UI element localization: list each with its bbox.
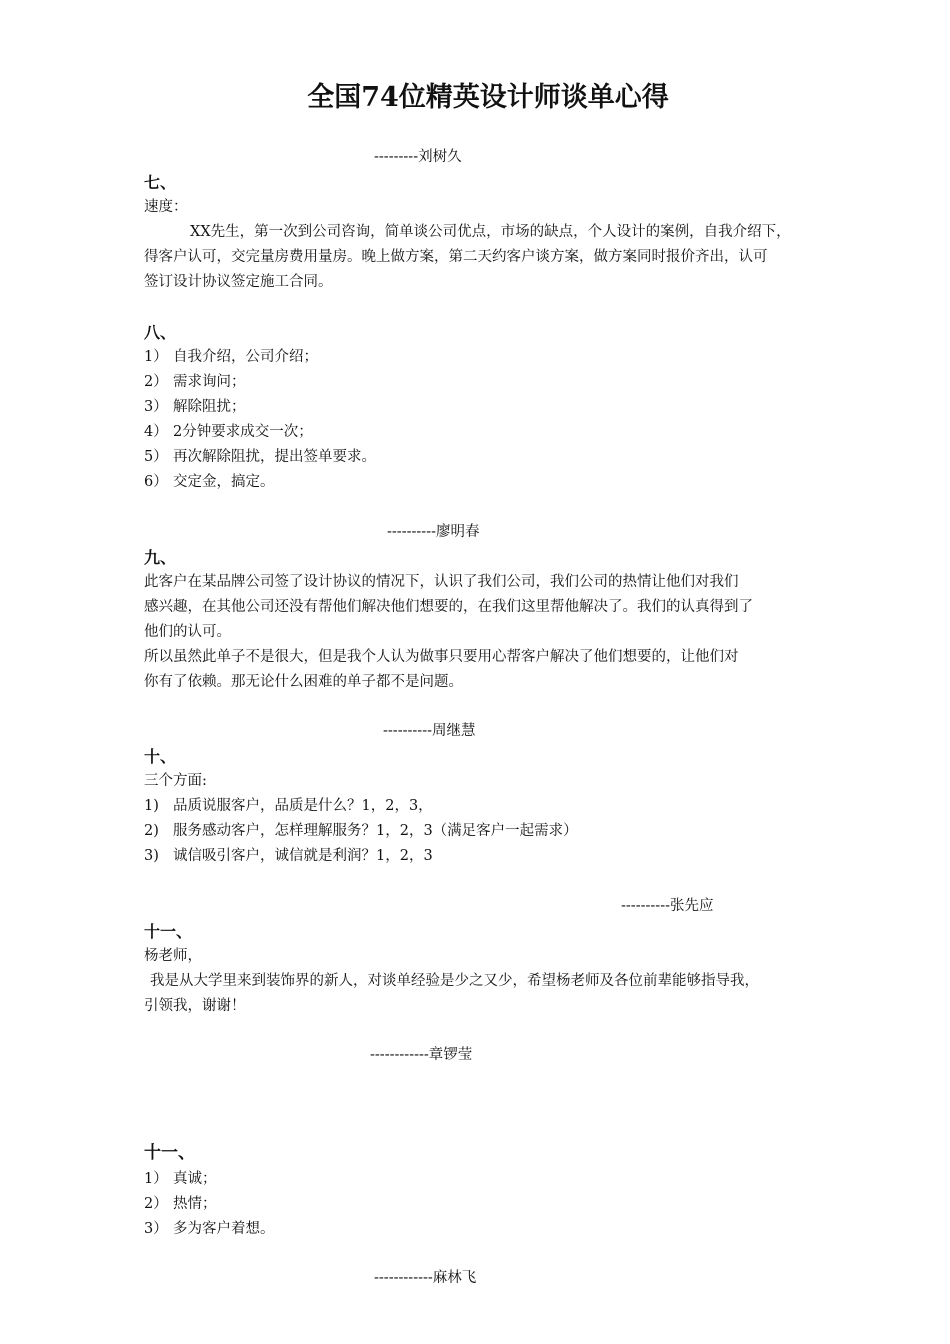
- list-number: 2）: [144, 374, 168, 390]
- list-item: [144, 420, 313, 445]
- list-text: 交定金，搞定。: [173, 474, 275, 490]
- list-text: 品质说服客户，品质是什么？1，2，3，: [173, 798, 433, 814]
- list-text: 热情；: [173, 1196, 217, 1212]
- section-11-heading: 十一、: [144, 922, 193, 941]
- list-text: 服务感动客户，怎样理解服务？1，2，3（满足客户一起需求）: [173, 823, 578, 839]
- section-9-line: 你有了依赖。那无论什么困难的单子都不是问题。: [144, 674, 463, 690]
- list-item: [144, 445, 376, 470]
- list-number: 2）: [144, 1196, 168, 1212]
- list-item: [144, 794, 433, 819]
- section-7-line: 签订设计协议签定施工合同。: [144, 274, 333, 290]
- list-item: [144, 819, 578, 844]
- list-number: 1）: [144, 1171, 168, 1187]
- page-title: 全国74位精英设计师谈单心得: [307, 82, 669, 113]
- author-signature-ma: ------------麻林飞: [374, 1270, 477, 1286]
- list-item: [144, 1217, 275, 1242]
- section-11-greeting: 杨老师，: [144, 948, 202, 964]
- list-number: 2): [144, 823, 159, 839]
- list-text: 再次解除阻扰，提出签单要求。: [173, 449, 376, 465]
- list-number: 3）: [144, 399, 168, 415]
- list-text: 诚信吸引客户，诚信就是利润？1，2，3: [173, 848, 433, 864]
- section-10-heading: 十、: [144, 747, 177, 766]
- list-item: [144, 1192, 217, 1217]
- list-text: 2分钟要求成交一次；: [173, 424, 313, 440]
- list-number: 3）: [144, 1221, 168, 1237]
- list-item: [144, 1167, 217, 1192]
- section-9-heading: 九、: [144, 548, 177, 567]
- list-text: 多为客户着想。: [173, 1221, 275, 1237]
- list-item: [144, 470, 275, 495]
- author-signature-liu: ---------刘树久: [374, 149, 462, 165]
- section-7-line: XX先生，第一次到公司咨询，简单谈公司优点，市场的缺点，个人设计的案例，自我介绍下，: [190, 224, 791, 240]
- section-11-line: 引领我，谢谢！: [144, 998, 246, 1014]
- list-text: 需求询问；: [173, 374, 246, 390]
- author-signature-zhangmiu: ------------章锣莹: [370, 1047, 473, 1063]
- author-signature-liao: ----------廖明春: [387, 524, 480, 540]
- section-8-heading: 八、: [144, 323, 177, 342]
- list-text: 解除阻扰；: [173, 399, 246, 415]
- section-9-line: 感兴趣，在其他公司还没有帮他们解决他们想要的，在我们这里帮他解决了。我们的认真得到了: [144, 599, 753, 615]
- section-10-label: 三个方面:: [144, 773, 207, 789]
- list-text: 真诚；: [173, 1171, 217, 1187]
- list-item: [144, 370, 246, 395]
- section-9-line: 他们的认可。: [144, 624, 231, 640]
- section-11-line: 我是从大学里来到装饰界的新人，对谈单经验是少之又少，希望杨老师及各位前辈能够指导我，: [150, 973, 759, 989]
- list-number: 3): [144, 848, 159, 864]
- section-7-line: 得客户认可，交完量房费用量房。晚上做方案，第二天约客户谈方案，做方案同时报价齐出，认可: [144, 249, 768, 265]
- list-number: 5）: [144, 449, 168, 465]
- section-9-line: 所以虽然此单子不是很大，但是我个人认为做事只要用心帮客户解决了他们想要的，让他们对: [144, 649, 739, 665]
- section-7-heading: 七、: [144, 173, 177, 192]
- section-7-label: 速度：: [144, 199, 188, 215]
- section-11b-heading: 十一、: [144, 1143, 195, 1163]
- list-number: 1）: [144, 349, 168, 365]
- list-item: [144, 345, 318, 370]
- list-item: [144, 395, 246, 420]
- author-signature-zhou: ----------周继慧: [383, 723, 476, 739]
- list-item: [144, 844, 433, 869]
- list-number: 6）: [144, 474, 168, 490]
- list-number: 1): [144, 798, 159, 814]
- list-text: 自我介绍，公司介绍；: [173, 349, 318, 365]
- author-signature-zhang: ----------张先应: [621, 898, 714, 914]
- list-number: 4）: [144, 424, 168, 440]
- section-9-line: 此客户在某品牌公司签了设计协议的情况下，认识了我们公司，我们公司的热情让他们对我们: [144, 574, 739, 590]
